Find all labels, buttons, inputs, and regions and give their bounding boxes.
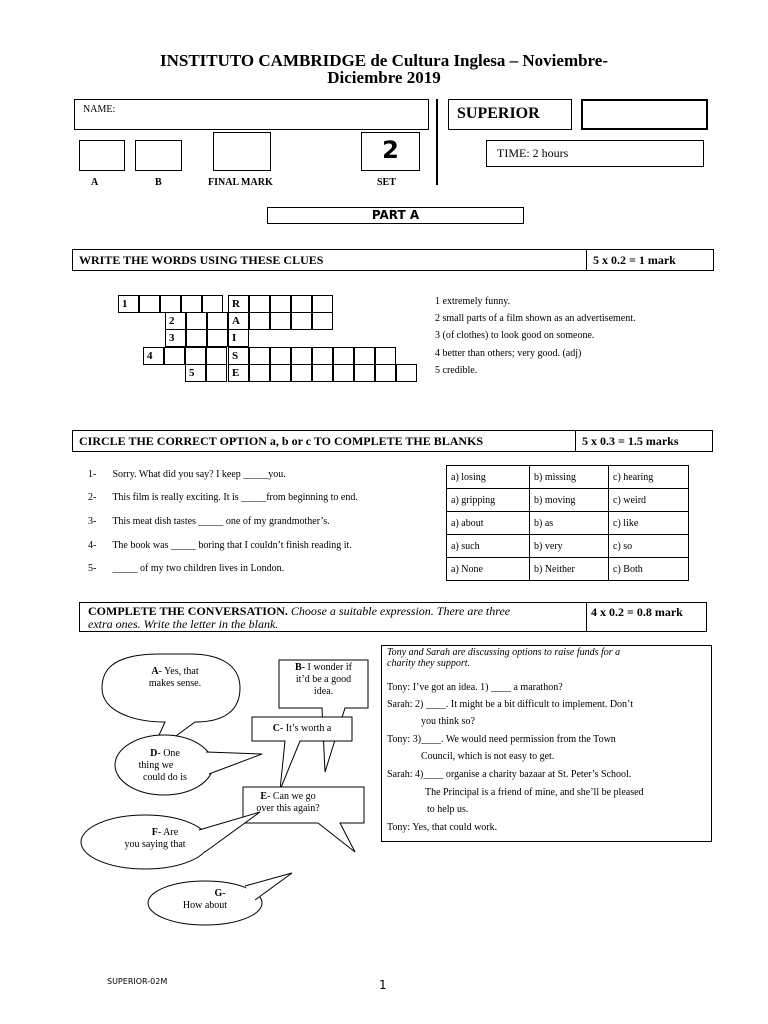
bubble-g-text: [160, 888, 250, 912]
clue-2: 2 small parts of a film shown as an advertisement.: [435, 313, 636, 324]
title-line-1: INSTITUTO CAMBRIDGE de Cultura Inglesa – Noviembre-: [159, 51, 609, 70]
bubble-d-text: [120, 748, 210, 784]
bubble-b-text: [279, 662, 368, 698]
bubble-b-key: B: [295, 662, 302, 673]
conversation-line: Sarah: 4)____ organise a charity bazaar at St. Peter’s School.: [387, 769, 632, 780]
option-a[interactable]: a) gripping: [447, 489, 530, 512]
section3-instruction-italic: Choose a suitable expression. There are three: [287, 604, 511, 618]
crossword-key-letter: I: [228, 329, 249, 347]
crossword-key-letter: A: [228, 312, 249, 330]
bubble-d-line1: - One: [157, 748, 180, 759]
conversation-line: Council, which is not easy to get.: [421, 751, 555, 762]
question-number: 3-: [88, 516, 97, 527]
conversation-intro-line2: charity they support.: [387, 658, 471, 669]
bubble-a-text: [125, 666, 225, 690]
option-c[interactable]: c) weird: [609, 489, 689, 512]
question-text: This meat dish tastes _____ one of my grandmother’s.: [112, 516, 330, 527]
footer-code: SUPERIOR-02M: [107, 977, 168, 986]
title-line-2: Diciembre 2019: [327, 68, 441, 87]
section1-instruction: WRITE THE WORDS USING THESE CLUES: [79, 253, 324, 267]
section1-marks: 5 x 0.2 = 1 mark: [586, 250, 713, 270]
question-number: 4-: [88, 540, 97, 551]
crossword-row1-number: 1: [118, 295, 139, 313]
time-label: TIME: 2 hours: [497, 146, 569, 160]
crossword-row3-number: 3: [165, 329, 186, 347]
question-text: This film is really exciting. It is _____from beginning to end.: [112, 492, 358, 503]
question-number: 2-: [88, 492, 97, 503]
crossword-row5-number: 5: [185, 364, 206, 382]
section3-instruction-bold: COMPLETE THE CONVERSATION.: [88, 604, 288, 618]
bubble-d-line3: could do is: [143, 772, 187, 783]
bubble-d-line2: thing we: [138, 760, 174, 771]
option-b[interactable]: b) moving: [530, 489, 609, 512]
question-number: 5-: [88, 563, 97, 574]
conversation-line: Sarah: 2) ____. It might be a bit difficult to implement. Don’t: [387, 699, 633, 710]
label-b: B: [155, 177, 162, 188]
section2-instruction: CIRCLE THE CORRECT OPTION a, b or c TO COMPLETE THE BLANKS: [79, 434, 484, 448]
bubble-b-line3: idea.: [313, 686, 334, 697]
conversation-line: Tony: 3)____. We would need permission from the Town: [387, 734, 616, 745]
crossword-row2-number: 2: [165, 312, 186, 330]
clue-4: 4 better than others; very good. (adj): [435, 348, 582, 359]
bubble-e-key: E: [260, 791, 268, 802]
level-label: SUPERIOR: [457, 105, 540, 122]
bubble-a-line1: - Yes, that: [158, 666, 199, 677]
label-set: SET: [377, 177, 396, 188]
part-a-label: PART A: [371, 208, 420, 222]
bubble-f-key: F: [151, 827, 158, 838]
bubble-e-line1: - Can we go: [267, 791, 316, 802]
option-a[interactable]: a) such: [447, 535, 530, 558]
option-b[interactable]: b) Neither: [530, 558, 609, 581]
bubble-c-text: [252, 723, 352, 735]
conversation-line: you think so?: [421, 716, 475, 727]
option-a[interactable]: a) None: [447, 558, 530, 581]
question-text: _____ of my two children lives in London.: [112, 563, 285, 574]
bubble-g-key: G: [214, 888, 223, 899]
bubble-e-text: [243, 791, 333, 815]
bubble-b-line2: it’d be a good: [295, 674, 352, 685]
section3-marks: 4 x 0.2 = 0.8 mark: [586, 603, 706, 631]
option-b[interactable]: b) missing: [530, 466, 609, 489]
section2-marks: 5 x 0.3 = 1.5 marks: [575, 431, 712, 451]
option-b[interactable]: b) very: [530, 535, 609, 558]
label-a: A: [91, 177, 99, 188]
crossword-key-letter: E: [228, 364, 249, 382]
bubble-e-line2: over this again?: [256, 803, 320, 814]
question-number: 1-: [88, 469, 97, 480]
bubble-g-line1: -: [222, 888, 226, 899]
conversation-intro-line1: Tony and Sarah are discussing options to raise funds for a: [387, 647, 621, 658]
bubble-f-line1: - Are: [157, 827, 179, 838]
label-final-mark: FINAL MARK: [208, 177, 273, 188]
option-b[interactable]: b) as: [530, 512, 609, 535]
bubble-c-line1: - It’s worth a: [279, 723, 332, 734]
crossword-key-letter: R: [228, 295, 249, 313]
option-a[interactable]: a) about: [447, 512, 530, 535]
set-value: 2: [382, 136, 399, 164]
crossword-row4-number: 4: [143, 347, 164, 365]
option-c[interactable]: c) so: [609, 535, 689, 558]
section3-instruction-italic-2: extra ones. Write the letter in the blank.: [88, 617, 279, 631]
conversation-line: to help us.: [427, 804, 469, 815]
clue-5: 5 credible.: [435, 365, 478, 376]
conversation-line: Tony: I’ve got an idea. 1) ____ a marathon?: [387, 682, 563, 693]
bubble-f-line2: you saying that: [124, 839, 186, 850]
bubble-c-key: C: [272, 723, 280, 734]
option-c[interactable]: c) like: [609, 512, 689, 535]
option-c[interactable]: c) Both: [609, 558, 689, 581]
question-text: Sorry. What did you say? I keep _____you.: [112, 469, 286, 480]
option-c[interactable]: c) hearing: [609, 466, 689, 489]
page-number: 1: [379, 978, 387, 992]
bubble-f-tail: [199, 812, 260, 852]
bubble-d-key: D: [150, 748, 158, 759]
conversation-box: [381, 645, 712, 842]
bubble-a-key: A: [151, 666, 159, 677]
bubble-a-line2: makes sense.: [148, 678, 202, 689]
question-text: The book was _____ boring that I couldn’t finish reading it.: [112, 540, 352, 551]
option-a[interactable]: a) losing: [447, 466, 530, 489]
bubble-g-line2: How about: [182, 900, 228, 911]
bubble-b-line1: - I wonder if: [301, 662, 352, 673]
clue-1: 1 extremely funny.: [435, 296, 511, 307]
conversation-line: The Principal is a friend of mine, and she’ll be pleased: [425, 787, 644, 798]
conversation-line: Tony: Yes, that could work.: [387, 822, 498, 833]
clue-3: 3 (of clothes) to look good on someone.: [435, 330, 595, 341]
crossword-key-letter: S: [228, 347, 249, 365]
bubble-d-tail: [206, 752, 262, 774]
conversation-intro: [387, 647, 620, 669]
bubble-f-text: [105, 827, 205, 851]
name-label: NAME:: [83, 104, 116, 115]
